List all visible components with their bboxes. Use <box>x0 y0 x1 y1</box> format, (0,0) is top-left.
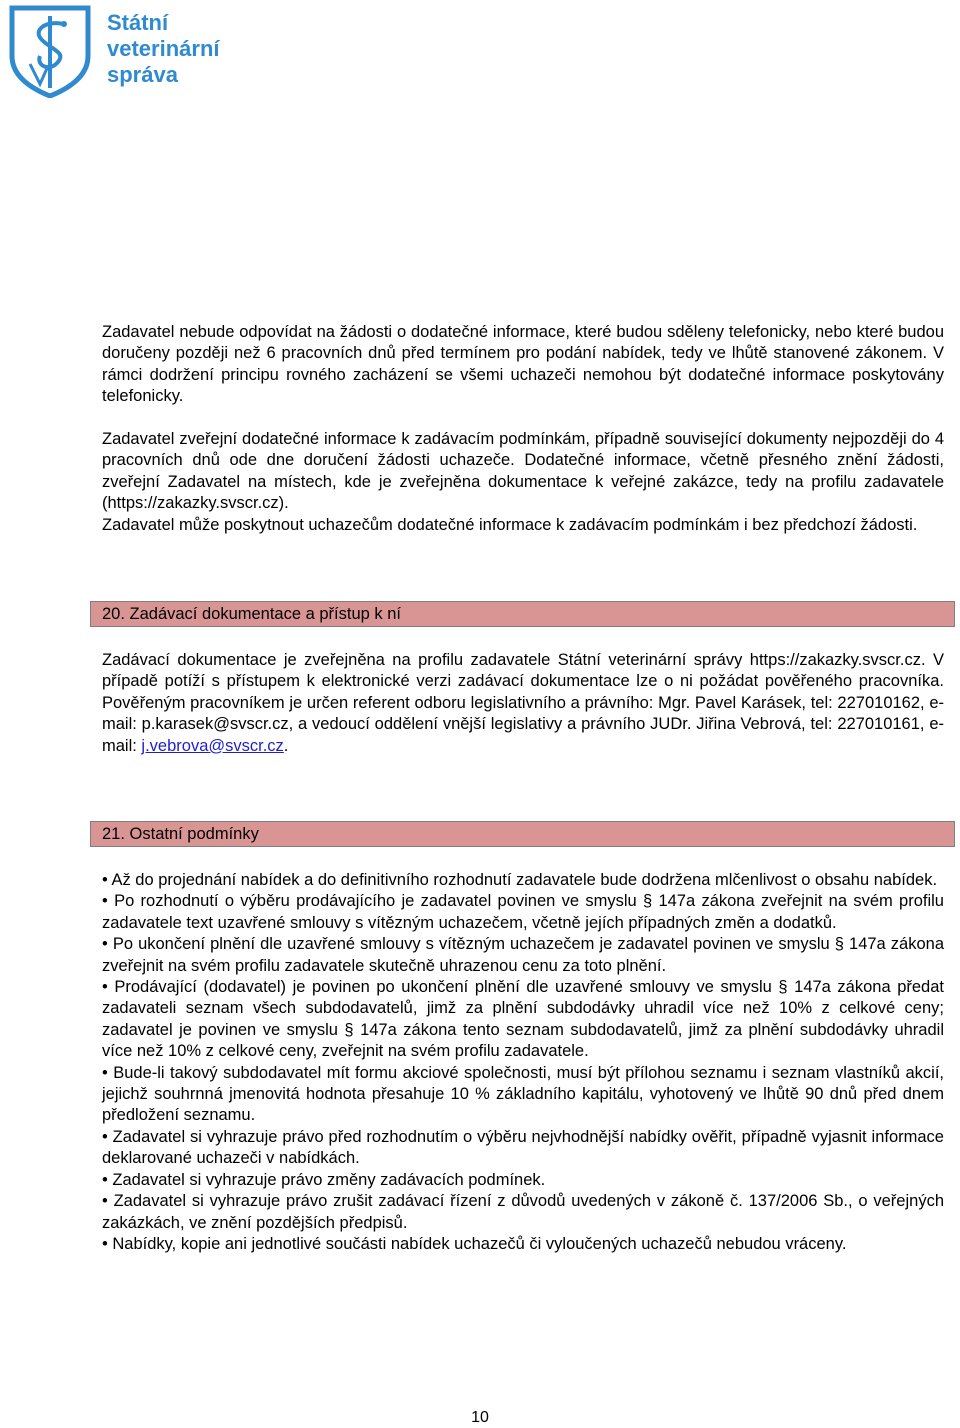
section-21-heading: 21. Ostatní podmínky <box>90 821 955 847</box>
page-number: 10 <box>471 1409 489 1426</box>
list-item: • Zadavatel si vyhrazuje právo před rozhodnutím o výběru nejvhodnější nabídky ověřit, případně vyjasnit informace deklarované uchazeči v nabídkách. <box>102 1127 944 1168</box>
section-20-text: Zadávací dokumentace je zveřejněna na profilu zadavatele Státní veterinární správy https://zakazky.svscr.cz. V případě potíží s přístupem k elektronické verzi zadávací dokumentace lze o ni požádat pověřeného pracovníka. Pověřeným pracovníkem je určen referent odboru legislativního a právního: Mgr. Pavel Karásek, tel: 227010162, e-mail: p.karasek@svscr.cz, a vedoucí oddělení vnější legislativy a právního JUDr. Jiřina Vebrová, tel: 227010161, e-mail: <box>102 651 944 755</box>
list-item: • Až do projednání nabídek a do definitivního rozhodnutí zadavatele bude dodržena mlčenlivost o obsahu nabídek. <box>102 871 938 889</box>
shield-caduceus-icon <box>6 4 94 98</box>
section-20-text-end: . <box>283 736 289 755</box>
intro-paragraph-1: Zadavatel nebude odpovídat na žádosti o dodatečné informace, které budou sděleny telefonicky, nebo které budou doručeny později než 6 pracovních dnů před termínem pro podání nabídek, tedy ve lhůtě stanovené zákonem. V rámci dodržení principu rovného zacházení se všemi uchazeči nemohou být dodatečné informace poskytovány telefonicky. <box>102 323 944 406</box>
section-20-paragraph <box>102 650 944 757</box>
list-item: • Prodávající (dodavatel) je povinen po ukončení plnění dle uzavřené smlouvy ve smyslu § 147a zákona předat zadavateli seznam všech subdodavatelů, jimž za plnění subdodávky uhradil více než 10% z celkové ceny; zadavatel je povinen ve smyslu § 147a zákona tento seznam subdodavatelů, jimž za plnění subdodávky uhradil více než 10% z celkové ceny, zveřejnit na svém profilu zadavatele. <box>102 978 944 1061</box>
logo-line-3: správa <box>107 62 178 87</box>
logo-line-1: Státní <box>107 10 169 35</box>
section-20-heading: 20. Zadávací dokumentace a přístup k ní <box>90 601 955 627</box>
list-item: • Po rozhodnutí o výběru prodávajícího je zadavatel povinen ve smyslu § 147a zákona zveřejnit na svém profilu zadavatele text uzavřené smlouvy s vítězným uchazečem, včetně jejích případných změn a dodatků. <box>102 892 944 932</box>
email-link[interactable]: j.vebrova@svscr.cz <box>141 736 284 755</box>
list-item: • Bude-li takový subdodavatel mít formu akciové společnosti, musí být přílohou seznamu i seznam vlastníků akcií, jejichž souhrnná jmenovitá hodnota přesahuje 10 % základního kapitálu, vyhotovený ve lhůtě 90 dnů před dnem předložení seznamu. <box>102 1063 944 1125</box>
section-21-list <box>102 870 944 1255</box>
list-item: • Po ukončení plnění dle uzavřené smlouvy s vítězným uchazečem je zadavatel povinen ve smyslu § 147a zákona zveřejnit na svém profilu zadavatele skutečně uhrazenou cenu za toto plnění. <box>102 935 944 975</box>
logo <box>6 4 236 100</box>
intro-paragraph-3: Zadavatel může poskytnout uchazečům dodatečné informace k zadávacím podmínkám i bez předchozí žádosti. <box>102 515 918 534</box>
intro-block <box>102 322 944 536</box>
intro-paragraph-2: Zadavatel zveřejní dodatečné informace k zadávacím podmínkám, případně související dokumenty nejpozději do 4 pracovních dnů ode dne doručení žádosti uchazeče. Dodatečné informace, včetně přesného znění žádosti, zveřejní Zadavatel na místech, kde je zveřejněna dokumentace k veřejné zakázce, tedy na profilu zadavatele (https://zakazky.svscr.cz). <box>102 430 944 513</box>
list-item: • Zadavatel si vyhrazuje právo zrušit zadávací řízení z důvodů uvedených v zákoně č. 137/2006 Sb., o veřejných zakázkách, ve znění pozdějších předpisů. <box>102 1192 944 1232</box>
section-20-body <box>102 650 944 757</box>
list-item: • Nabídky, kopie ani jednotlivé součásti nabídek uchazečů či vyloučených uchazečů nebudou vráceny. <box>102 1234 847 1253</box>
logo-line-2: veterinární <box>107 36 220 61</box>
list-item: • Zadavatel si vyhrazuje právo změny zadávacích podmínek. <box>102 1170 546 1189</box>
